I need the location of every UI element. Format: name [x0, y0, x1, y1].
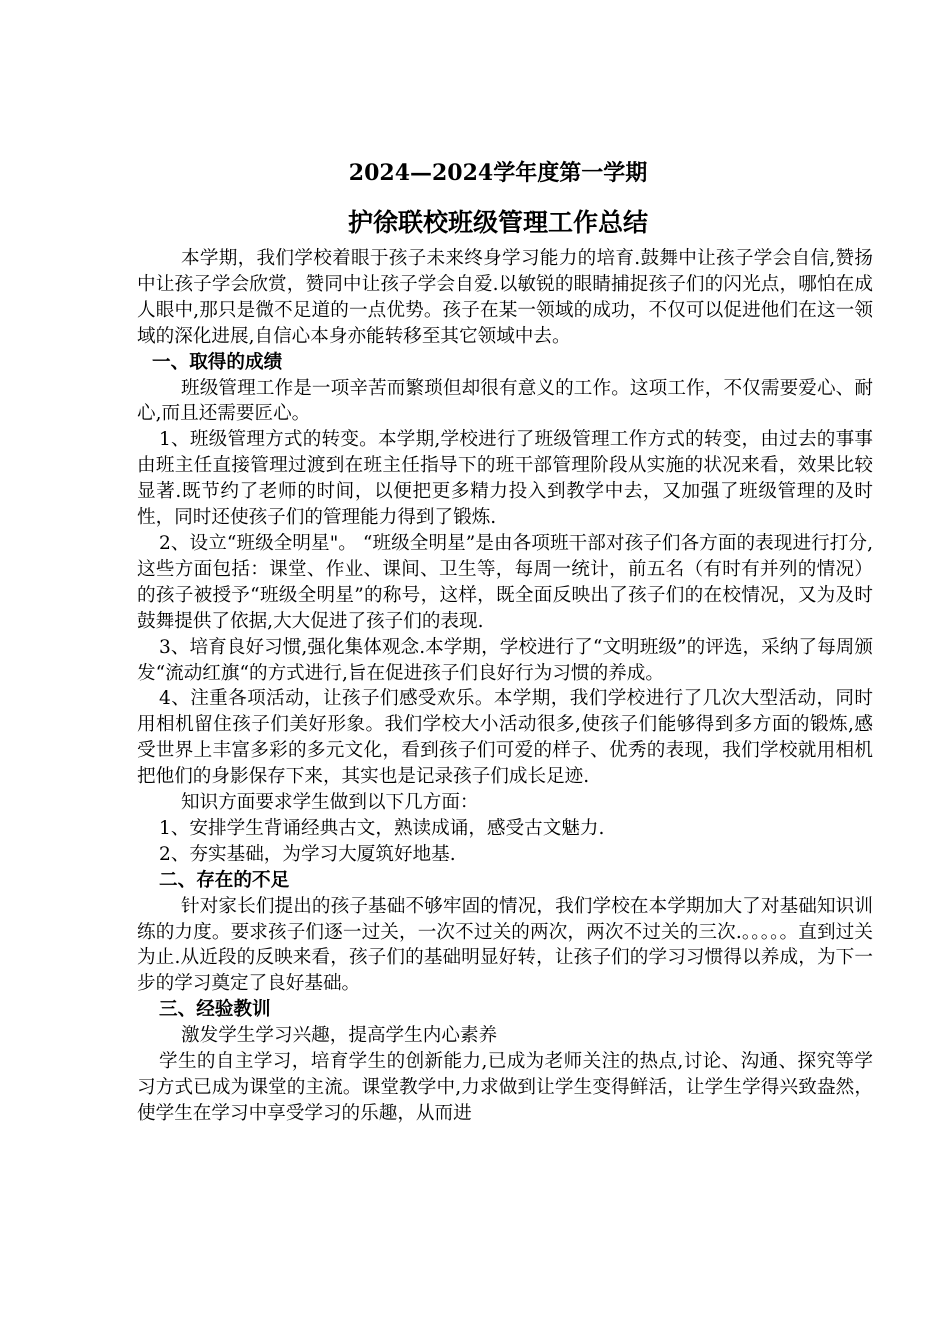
- paragraph-autonomous-learning: 学生的自主学习，培育学生的创新能力,已成为老师关注的热点,讨论、沟通、探究等学习方式已成为课堂的主流。课堂教学中,力求做到让学生变得鲜活，让学生学得兴致盎然，使学生在学习中享受学习的乐趣，从而进: [137, 1051, 873, 1124]
- paragraph-class-management: 班级管理工作是一项辛苦而繁琐但却很有意义的工作。这项工作，不仅需要爱心、耐心,而且还需要匠心。: [137, 377, 873, 425]
- paragraph-shortcomings: 针对家长们提出的孩子基础不够牢固的情况，我们学校在本学期加大了对基础知识训练的力度。要求孩子们逐一过关，一次不过关的两次，两次不过关的三次.。。。。。直到过关为止.从近段的反映来看，孩子们的基础明显好转，让孩子们的学习习惯得以养成，为下一步的学习奠定了良好基础。: [137, 895, 873, 995]
- document-title-term: 2024—2024学年度第一学期: [348, 160, 648, 186]
- list-item-activities: 4、注重各项活动，让孩子们感受欢乐。本学期，我们学校进行了几次大型活动，同时用相机留住孩子们美好形象。我们学校大小活动很多,使孩子们能够得到多方面的锻炼,感受世界上丰富多彩的多元文化，看到孩子们可爱的样子、优秀的表现，我们学校就用相机把他们的身影保存下来，其实也是记录孩子们成长足迹.: [137, 688, 873, 788]
- intro-paragraph: 本学期，我们学校着眼于孩子未来终身学习能力的培育.鼓舞中让孩子学会自信,赞扬中让孩子学会欣赏，赞同中让孩子学会自爱.以敏锐的眼睛捕捉孩子们的闪光点，哪怕在成人眼中,那只是微不足道的一点优势。孩子在某一领域的成功，不仅可以促进他们在这一领域的深化进展,自信心本身亦能转移至其它领域中去。: [137, 248, 873, 347]
- section-heading-shortcomings: 二、存在的不足: [159, 869, 290, 891]
- list-item-classical-texts: 1、安排学生背诵经典古文，熟读成诵，感受古文魅力.: [159, 817, 605, 839]
- paragraph-knowledge-requirements: 知识方面要求学生做到以下几方面：: [181, 792, 479, 814]
- list-item-all-star: 2、设立“班级全明星"。 “班级全明星”是由各项班干部对孩子们各方面的表现进行打分,这些方面包括：课堂、作业、课间、卫生等，每周一统计，前五名（有时有并列的情况）的孩子被授予“班级全明星”的称号，这样，既全面反映出了孩子们的在校情况，又为及时鼓舞提供了依据,大大促进了孩子们的表现.: [137, 532, 873, 632]
- list-item-foundations: 2、夯实基础，为学习大厦筑好地基.: [159, 843, 456, 865]
- list-item-good-habits: 3、培育良好习惯,强化集体观念.本学期，学校进行了“文明班级”的评选，采纳了每周颁发“流动红旗“的方式进行,旨在促进孩子们良好行为习惯的养成。: [137, 636, 873, 684]
- document-body: [137, 246, 873, 1127]
- document-title-main: 护徐联校班级管理工作总结: [347, 208, 648, 237]
- list-item-management-mode: 1、班级管理方式的转变。本学期,学校进行了班级管理工作方式的转变，由过去的事事由班主任直接管理过渡到在班主任指导下的班干部管理阶段从实施的状况来看，效果比较显著.既节约了老师的时间，以便把更多精力投入到教学中去，又加强了班级管理的及时性，同时还使孩子们的管理能力得到了锻炼.: [137, 429, 873, 529]
- paragraph-interest: 激发学生学习兴趣，提高学生内心素养: [181, 1025, 498, 1047]
- section-heading-lessons: 三、经验教训: [159, 999, 271, 1021]
- section-heading-achievements: 一、取得的成绩: [152, 351, 283, 373]
